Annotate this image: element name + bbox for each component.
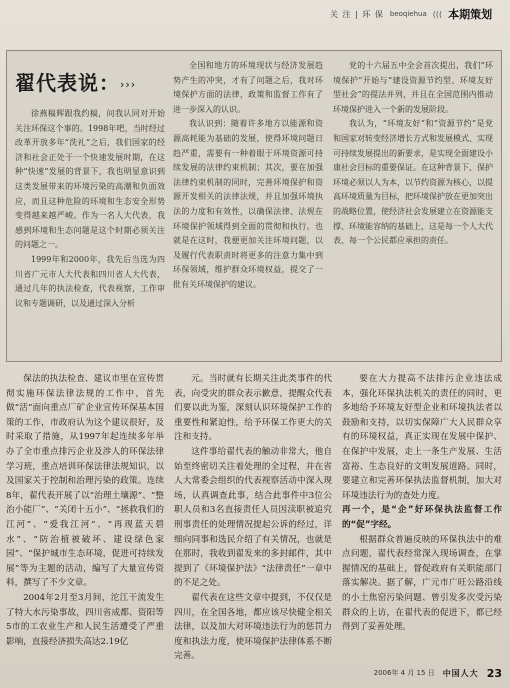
issue-date: 2006年 4 月 15 日 — [373, 669, 435, 677]
box-column-1 — [15, 107, 165, 357]
body-paragraph: 根据群众普遍反映的环保执法中的难点问题，翟代表经常深入现场调查，在掌握情况的基础上，督促政府有关职能部门落实解决。据了解，广元市广旺公路沿线的小土焦窑污染问题、曾引发多次受污染群众的上访，在翟代表的促进下，都已经得到了妥善处理。 — [342, 534, 502, 633]
body-paragraph: 保法的执法检查、建议市里在宣传贯彻实施环保法律法规的工作中，首先做“活”面向重点厂矿企业宣传环保基本国策的工作，市政府认为这个建议很好，及时采取了措施，从1997年起连续多年举办了全市重点排污企业及涉人的环保法律学习班，重点培训环保法律法规知识，以及国家关于控制和治理污染的政策。连续8年，翟代表开展了以“治理土壤源”、“整治小能厂”、“关闭十五小”、“拯救我们的江河”、“爱我江河”、“再现蓝天碧水”、“防治植被破坏、建设绿色家园”、“保护城市生态环境，促进可持续发展”等为主题的活动，编写了大量宣传资料，撰写了不少文章。 — [6, 374, 164, 589]
body-paragraph: 要在大力提高不法排污企业违法成本，强化环保执法机关的责任的同时，更多地给予环境友好型企业和环境执法者以鼓励和支持，以切实保障广大人民群众享有的环境权益，真正实现在发展中保护、在保护中发展，走上一条生产发展、生活富裕、生态良好的文明发展道路。同时，要建立和完善环保执法监督机制，加大对环境违法行为的查处力度。 — [342, 374, 502, 501]
body-column-3 — [342, 372, 502, 662]
sidebar-box — [6, 50, 502, 362]
page-footer — [0, 666, 502, 680]
body-paragraph: 翟代表在这些文章中提到，不仅仅是四川，在全国各地，都应该尽快健全相关法律，以及加大对环境违法行为的惩罚力度和执法力度，使环境保护法律体系不断完善。 — [174, 592, 332, 662]
body-paragraph: 2004年2月至3月间，沱江干流发生了特大水污染事故，四川省成都、资阳等5市的工农业生产和人民生活遭受了严重影响，直接经济损失高达2.19亿 — [6, 592, 164, 647]
box-title — [15, 67, 136, 96]
body-paragraph: 元。当时就有长期关注此类事件的代表，向受灾的群众表示歉意，提醒众代表们要以此为鉴，深刻认识环境保护工作的重要性和紧迫性，给予环保工作更大的关注和支持。 — [174, 374, 332, 443]
article-body — [6, 372, 502, 662]
section-pinyin: beoqiehua — [389, 10, 427, 18]
box-paragraph: 我认识到：随着许多地方以能源和资源高耗能为基础的发展，使得环境问题日趋严重，需要有一种着眼于环境资源可持续发展的法律约束机制；其次，要在加强法律约束机制的同时，完善环境保护和资源开发相关的法律法规，并且加强环境执法的力度和有效性，以确保法律、法规在环境保护领域得到全面的贯彻和执行。也就是在这时，我便更加关注环境问题，以及履行代表职责时将更多的注意力集中到环保领域，维护群众环境权益，提交了一批有关环境保护的建议。 — [173, 119, 323, 289]
magazine-name: 中国人大 — [442, 668, 479, 678]
box-paragraph: 全国和地方的环境现状与经济发展趋势产生的冲突，才有了问题之后，我对环境保护方面的法律，政策和监督工作有了进一步深入的认识。 — [173, 61, 323, 114]
section-title: 本期策划 — [448, 8, 493, 21]
page-number: 23 — [486, 666, 502, 680]
box-column-3 — [333, 59, 493, 357]
box-paragraph: 我认为，“环境友好”和“资源节约”是党和国家对转变经济增长方式和发展模式、实现可持续发展提出的新要求，是实现全面建设小康社会目标的重要保证。在这种背景下，保护环境必须以人为本，以节约资源为核心，以提高环境质量为目标，把环境保护放在更加突出的战略位置，使经济社会发展建立在资源能支撑、环境能容纳的基础上，这是每一个人大代表、每一个公民都应承担的责任。 — [333, 119, 493, 246]
box-paragraph: 1999年和2000年，我先后当选为四川省广元市人大代表和四川省人大代表，通过几年的执法检查，代表视察，工作审议和专题调研，以及通过深入分析 — [15, 254, 165, 308]
body-column-1 — [6, 372, 164, 662]
box-paragraph: 徐燕稿辉跟我约稿，问我认同对开始关注环保这个事的。1998年吧，当时经过改革开放多年“洗礼”之后，我们国家的经济和社会正处于一个快速发展时期，在这种“快速”发展的背景下，我也明显意识到这类发展带来的环境污染的高潮和负面效应，而且这种危险的环境和生态安全形势变得越来越严峻。作为一名人大代表，我感到环境和生态问题是这个时期必须关注的问题之一。 — [15, 109, 165, 250]
box-paragraph: 党的十六届五中全会首次提出，我们“环境保护”开始与“建设资源节约型、环境友好型社会”的提法并列，并且在全国范围内推动环境保护进入一个新的发展阶段。 — [333, 61, 493, 114]
box-column-2 — [173, 59, 323, 357]
body-subheading: 再一个，是“企”好环保执法监督工作的“促”字经。 — [342, 505, 502, 530]
column-name: 关 注 | 环 保 — [330, 9, 384, 19]
box-title-arrows: ››› — [120, 78, 137, 91]
body-paragraph: 这件事给翟代表的触动非常大，他自始至终密切关注着处理的全过程，并在省人大常委会组织的代表视察活动中深入现场，认真调查此事，结合此事件中3位公职人员和3名直接责任人员因渎职被追究刑事责任的处理情况提起公诉的经过，详细向同事和选民介绍了有关情况，也就是在那时，我收到翟发来的多封邮件，其中提到了《环境保护法》“法律责任”一章中的不足之处。 — [174, 446, 332, 589]
box-title-text: 翟代表说： — [15, 71, 120, 95]
page-header — [330, 4, 506, 24]
body-column-2 — [174, 372, 332, 662]
section-arrows: ((( — [432, 9, 443, 19]
